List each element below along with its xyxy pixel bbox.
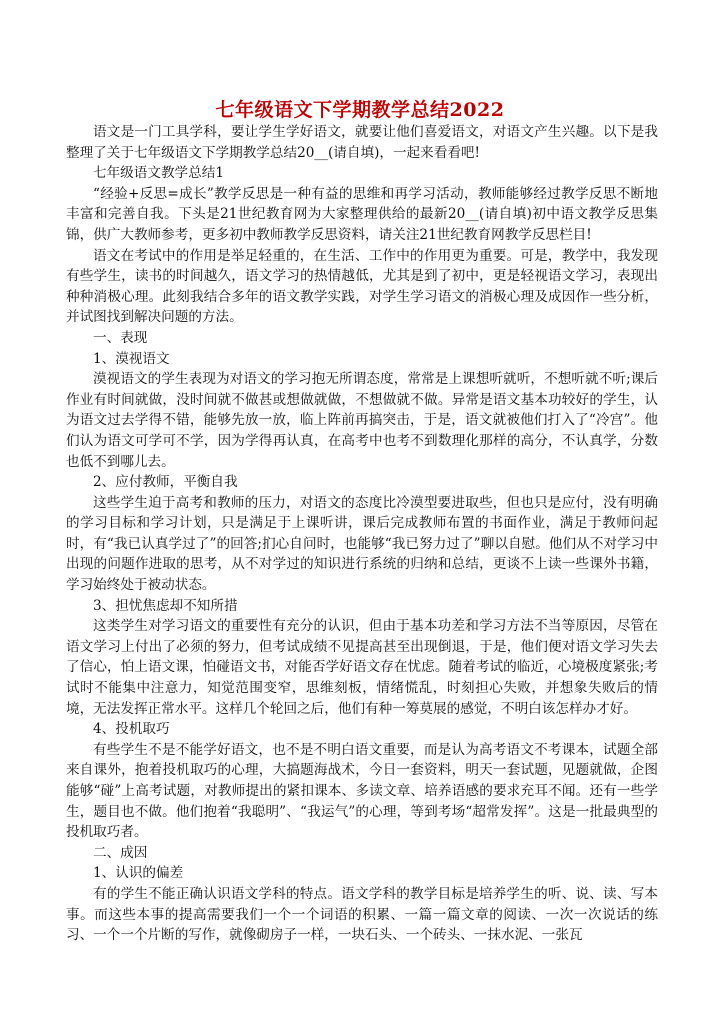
subsection-heading: 2、应付教师，平衡自我	[93, 474, 238, 491]
body-paragraph: 这类学生对学习语文的重要性有充分的认识，但由于基本功差和学习方法不当等原因，尽管在语文学习上付出了必须的努力，但考试成绩不见提高甚至出现倒退，于是，他们便对语文学习失去了信心，怕上语文课，怕碰语文书，对能否学好语文存在忧虑。随着考试的临近，心境极度紧张;考试时不能集中注意力，知觉范围变窄，思维刻板，情绪慌乱，时刻担心失败，并想象失败后的情境，无法发挥正常水平。这样几个轮回之后，他们有种一筹莫展的感觉，不明白该怎样办才好。	[66, 618, 658, 717]
body-paragraph: 有的学生不能正确认识语文学科的特点。语文学科的教学目标是培养学生的听、说、读、写本事。而这些本事的提高需要我们一个一个词语的积累、一篇一篇文章的阅读、一次一次说话的练习、一个一个片断的写作，就像砌房子一样，一块石头、一个砖头、一抹水泥、一张瓦	[66, 885, 658, 944]
subsection-heading: 1、认识的偏差	[93, 865, 184, 882]
section-heading: 七年级语文教学总结1	[93, 165, 224, 182]
document-title: 七年级语文下学期教学总结2022	[215, 99, 505, 121]
subsection-heading: 3、担忧焦虑却不知所措	[93, 597, 238, 614]
body-paragraph: “经验+反思=成长”教学反思是一种有益的思维和再学习活动，教师能够经过教学反思不断地丰富和完善自我。下头是21世纪教育网为大家整理供给的最新20__(请自填)初中语文教学反思集锦，供广大教师参考，更多初中教师教学反思资料，请关注21世纪教育网教学反思栏目!	[66, 185, 658, 243]
intro-paragraph: 语文是一门工具学科，要让学生学好语文，就要让他们喜爱语文，对语文产生兴趣。以下是我整理了关于七年级语文下学期教学总结20__(请自填)，一起来看看吧!	[66, 124, 658, 161]
body-paragraph: 语文在考试中的作用是举足轻重的，在生活、工作中的作用更为重要。可是，教学中，我发现有些学生，读书的时间越久，语文学习的热情越低，尤其是到了初中，更是轻视语文学习，表现出种种消极心理。此刻我结合多年的语文教学实践，对学生学习语文的消极心理及成因作一些分析，并试图找到解决问题的方法。	[66, 247, 658, 326]
section-heading: 一、表现	[93, 329, 148, 346]
body-paragraph: 有些学生不是不能学好语文，也不是不明白语文重要，而是认为高考语文不考课本，试题全部来自课外，抱着投机取巧的心理，大搞题海战术，今日一套资料，明天一套试题，见题就做，企图能够“碰”上高考试题，对教师提出的紧扣课本、多读文章、培养语感的要求充耳不闻。还有一些学生，题目也不做。他们抱着“我聪明”、“我运气”的心理，等到考场“超常发挥”。这是一批最典型的投机取巧者。	[66, 741, 658, 841]
subsection-heading: 1、漠视语文	[93, 350, 170, 367]
subsection-heading: 4、投机取巧	[93, 721, 170, 738]
section-heading: 二、成因	[93, 844, 148, 861]
body-paragraph: 漠视语文的学生表现为对语文的学习抱无所谓态度，常常是上课想听就听，不想听就不听;课后作业有时间就做，没时间就不做甚或想做就做，不想做就不做。异常是语文基本功较好的学生，认为语文过去学得不错，能够先放一放，临上阵前再搞突击，于是，语文就被他们打入了“冷宫”。他们认为语文可学可不学，因为学得再认真，在高考中也考不到数理化那样的高分，不认真学，分数也低不到哪儿去。	[66, 371, 658, 470]
document-body	[66, 122, 658, 946]
body-paragraph: 这些学生迫于高考和教师的压力，对语文的态度比冷漠型要进取些，但也只是应付，没有明确的学习目标和学习计划，只是满足于上课听讲，课后完成教师布置的书面作业，满足于教师问起时，有“我已认真学过了”的回答;扪心自问时，也能够“我已努力过了”聊以自慰。他们从不对学习中出现的问题作进取的思考，从不对学过的知识进行系统的归纳和总结，更谈不上读一些课外书籍，学习始终处于被动状态。	[66, 494, 658, 594]
